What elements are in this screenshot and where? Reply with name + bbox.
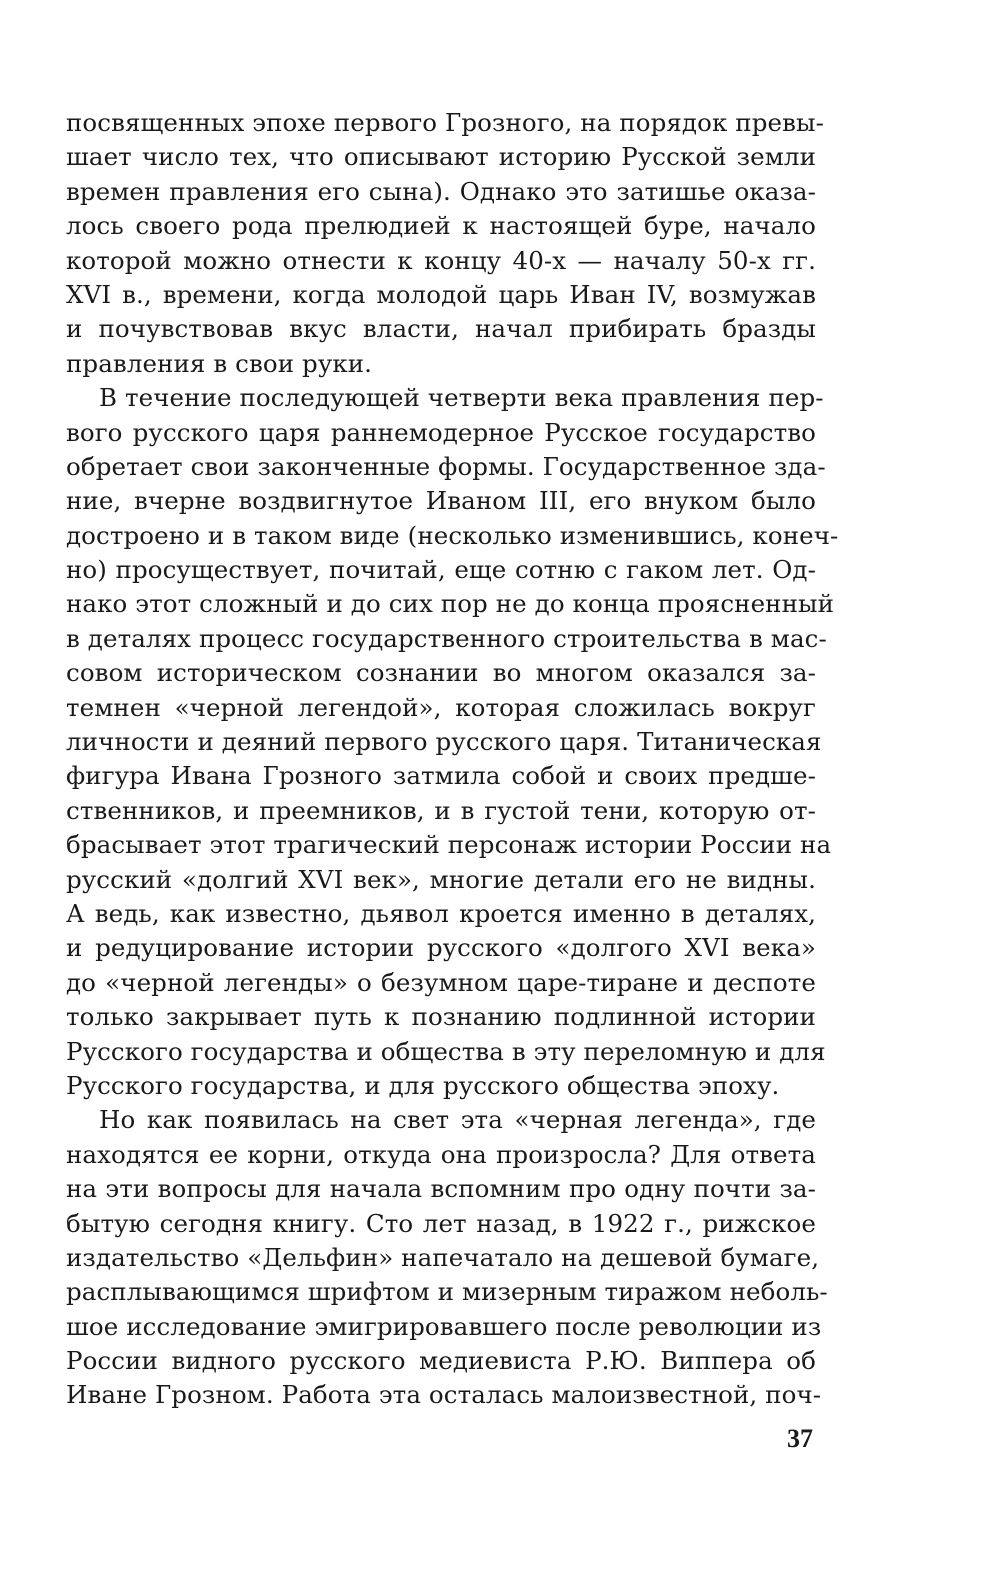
text-line: которой можно отнести к концу 40-х — началу 50-х гг. bbox=[66, 245, 816, 275]
text-line: но) просуществует, почитай, еще сотню с гаком лет. Од- bbox=[66, 555, 816, 585]
paragraph-1 bbox=[66, 106, 824, 381]
paragraph-3 bbox=[66, 1103, 828, 1413]
text-line: Но как появилась на свет эта «черная легенда», где bbox=[99, 1105, 816, 1135]
text-line: фигура Ивана Грозного затмила собой и своих предше- bbox=[66, 761, 816, 791]
page-body bbox=[66, 106, 839, 1413]
text-line: на эти вопросы для начала вспомним про одну почти за- bbox=[66, 1174, 816, 1204]
text-line: находятся ее корни, откуда она произросла? Для ответа bbox=[66, 1139, 816, 1169]
text-line: нако этот сложный и до сих пор не до конца проясненный bbox=[66, 589, 835, 619]
text-line: до «черной легенды» о безумном царе-тиране и деспоте bbox=[66, 967, 816, 997]
text-line: ственников, и преемников, и в густой тени, которую от- bbox=[66, 795, 816, 825]
text-line: шает число тех, что описывают историю Русской земли bbox=[66, 142, 816, 172]
text-line: только закрывает путь к познанию подлинной истории bbox=[66, 1002, 816, 1032]
text-line: В течение последующей четверти века правления пер- bbox=[99, 383, 824, 413]
text-line: лось своего рода прелюдией к настоящей буре, начало bbox=[66, 211, 816, 241]
text-line: Русского государства, и для русского общества эпоху. bbox=[66, 1070, 780, 1100]
text-line: шое исследование эмигрировавшего после революции из bbox=[66, 1311, 822, 1341]
text-line: вого русского царя раннемодерное Русское государство bbox=[66, 417, 816, 447]
text-line: России видного русского медиевиста Р.Ю. Виппера об bbox=[66, 1346, 816, 1376]
text-line: в деталях процесс государственного строительства в мас- bbox=[66, 623, 827, 653]
text-line: темнен «черной легендой», которая сложилась вокруг bbox=[66, 692, 816, 722]
text-line: Иване Грозном. Работа эта осталась малоизвестной, поч- bbox=[66, 1380, 822, 1410]
text-line: правления в свои руки. bbox=[66, 348, 373, 378]
text-line: достроено и в таком виде (несколько изменившись, конеч- bbox=[66, 520, 839, 550]
text-line: русский «долгий XVI век», многие детали его не видны. bbox=[66, 864, 816, 894]
text-line: брасывает этот трагический персонаж истории России на bbox=[66, 830, 832, 860]
text-line: ние, вчерне воздвигнутое Иваном III, его внуком было bbox=[66, 486, 816, 516]
page-number: 37 bbox=[787, 1424, 813, 1453]
text-line: личности и деяний первого русского царя. Титаническая bbox=[66, 727, 822, 757]
text-line: расплывающимся шрифтом и мизерным тиражом неболь- bbox=[66, 1277, 828, 1307]
text-line: посвященных эпохе первого Грозного, на порядок превы- bbox=[66, 108, 824, 137]
text-line: времен правления его сына). Однако это затишье оказа- bbox=[66, 176, 816, 206]
text-line: издательство «Дельфин» напечатало на дешевой бумаге, bbox=[66, 1242, 820, 1272]
text-line: А ведь, как известно, дьявол кроется именно в деталях, bbox=[66, 898, 816, 928]
text-line: и редуцирование истории русского «долгого XVI века» bbox=[66, 933, 816, 963]
text-line: и почувствовав вкус власти, начал прибирать бразды bbox=[66, 314, 816, 344]
text-line: совом историческом сознании во многом оказался за- bbox=[66, 658, 816, 688]
text-line: XVI в., времени, когда молодой царь Иван IV, возмужав bbox=[66, 279, 816, 309]
text-line: бытую сегодня книгу. Сто лет назад, в 1922 г., рижское bbox=[66, 1208, 816, 1238]
text-line: Русского государства и общества в эту переломную и для bbox=[66, 1036, 826, 1066]
text-line: обретает свои законченные формы. Государственное зда- bbox=[66, 451, 826, 481]
paragraph-2 bbox=[66, 381, 839, 1103]
